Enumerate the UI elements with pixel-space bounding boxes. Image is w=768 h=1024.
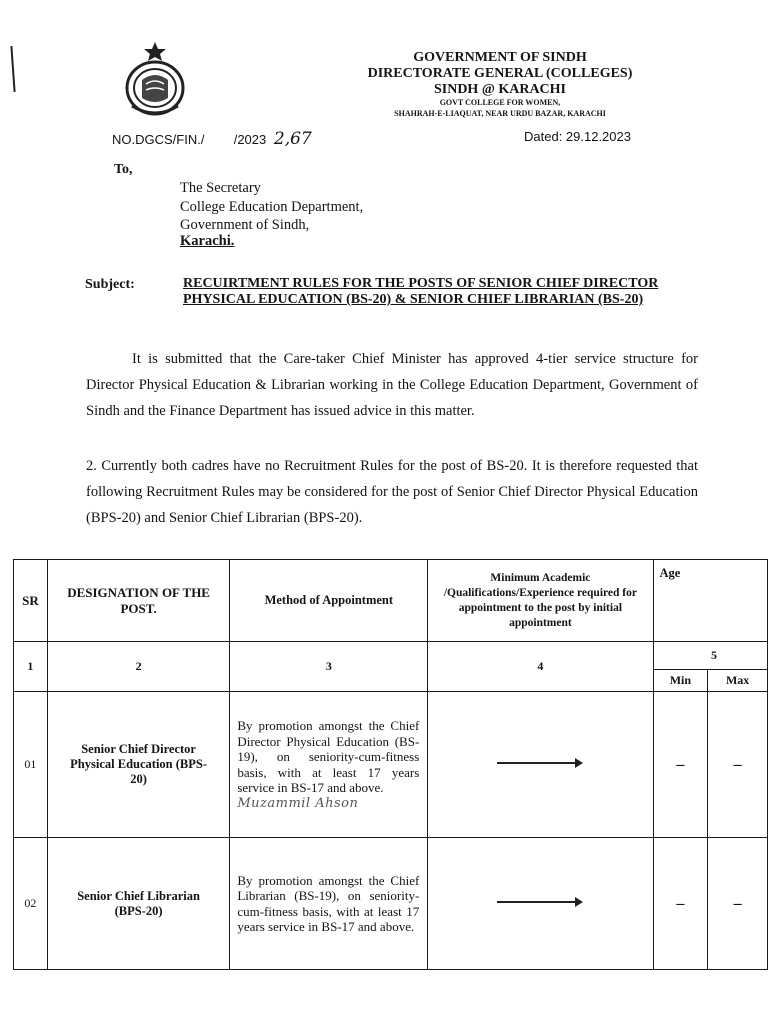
age-min-header: Min	[653, 670, 708, 692]
row-method-text: By promotion amongst the Chief Director Physical Education (BS-19), on seniority-cum-fitness basis, with at least 17 years service in BS-17 and above.	[237, 718, 420, 795]
to-label: To,	[114, 162, 133, 177]
row-age-min: –	[653, 838, 708, 970]
recipient-line: College Education Department,	[180, 199, 364, 215]
reference-handwritten: 2,67	[273, 129, 312, 149]
right-arrow-icon	[497, 758, 583, 768]
header-address: SHAHRAH-E-LIAQUAT, NEAR URDU BAZAR, KARACHI	[394, 109, 606, 118]
table-header-row	[14, 560, 768, 642]
header-age: Age	[653, 560, 767, 642]
column-number-row	[14, 642, 768, 670]
table-row	[14, 838, 768, 970]
subject-label: Subject:	[85, 277, 135, 292]
header-qualification: Minimum Academic /Qualifications/Experience required for appointment to the post by initial appointment	[428, 560, 653, 642]
row-designation: Senior Chief Director Physical Education (BPS-20)	[47, 692, 229, 838]
header-location: SINDH @ KARACHI	[433, 82, 567, 97]
reference-year: /2023	[233, 132, 267, 147]
margin-pen-mark	[10, 46, 15, 92]
right-arrow-icon	[497, 897, 583, 907]
row-sr: 02	[14, 838, 48, 970]
col-number: 2	[47, 642, 229, 692]
recruitment-rules-table	[13, 559, 768, 970]
sindh-emblem-icon	[122, 40, 188, 120]
header-sr: SR	[14, 560, 48, 642]
row-method: By promotion amongst the Chief Librarian (BS-19), on seniority-cum-fitness basis, with at least 17 years service in BS-17 and above.	[230, 838, 428, 970]
header-directorate: DIRECTORATE GENERAL (COLLEGES)	[367, 66, 633, 81]
row-signature: Muzammil Ahson	[237, 795, 359, 811]
paragraph-1	[86, 346, 698, 424]
recipient-line: Government of Sindh,	[180, 217, 310, 233]
row-sr: 01	[14, 692, 48, 838]
header-designation: DESIGNATION OF THE POST.	[47, 560, 229, 642]
row-qualification	[428, 692, 653, 838]
table-row	[14, 692, 768, 838]
header-college: GOVT COLLEGE FOR WOMEN,	[439, 98, 561, 107]
reference-prefix: NO.DGCS/FIN./	[112, 132, 205, 147]
row-age-min: –	[653, 692, 708, 838]
row-method	[230, 692, 428, 838]
row-age-max: –	[708, 838, 768, 970]
row-designation: Senior Chief Librarian (BPS-20)	[47, 838, 229, 970]
recipient-city: Karachi.	[180, 233, 235, 249]
col-number: 5	[653, 642, 767, 670]
row-qualification	[428, 838, 653, 970]
col-number: 1	[14, 642, 48, 692]
col-number: 4	[428, 642, 653, 692]
header-government: GOVERNMENT OF SINDH	[413, 50, 587, 65]
subject-text: RECUIRTMENT RULES FOR THE POSTS OF SENIOR CHIEF DIRECTOR PHYSICAL EDUCATION (BS-20) & SENIOR CHIEF LIBRARIAN (BS-20)	[183, 276, 659, 307]
recipient-line: The Secretary	[180, 180, 261, 196]
paragraph-1-text: It is submitted that the Care-taker Chief Minister has approved 4-tier service structure for Director Physical Education & Librarian working in the College Education Department, Government of Sindh and the Finance Department has issued advice in this matter.	[86, 351, 698, 419]
paragraph-2: 2. Currently both cadres have no Recruitment Rules for the post of BS-20. It is therefore requested that following Recruitment Rules may be considered for the post of Senior Chief Director Physical Education (BPS-20) and Senior Chief Librarian (BPS-20).	[86, 458, 698, 526]
reference-number	[112, 129, 312, 149]
age-max-header: Max	[708, 670, 768, 692]
row-age-max: –	[708, 692, 768, 838]
header-method: Method of Appointment	[230, 560, 428, 642]
letter-date: Dated: 29.12.2023	[524, 129, 631, 144]
col-number: 3	[230, 642, 428, 692]
